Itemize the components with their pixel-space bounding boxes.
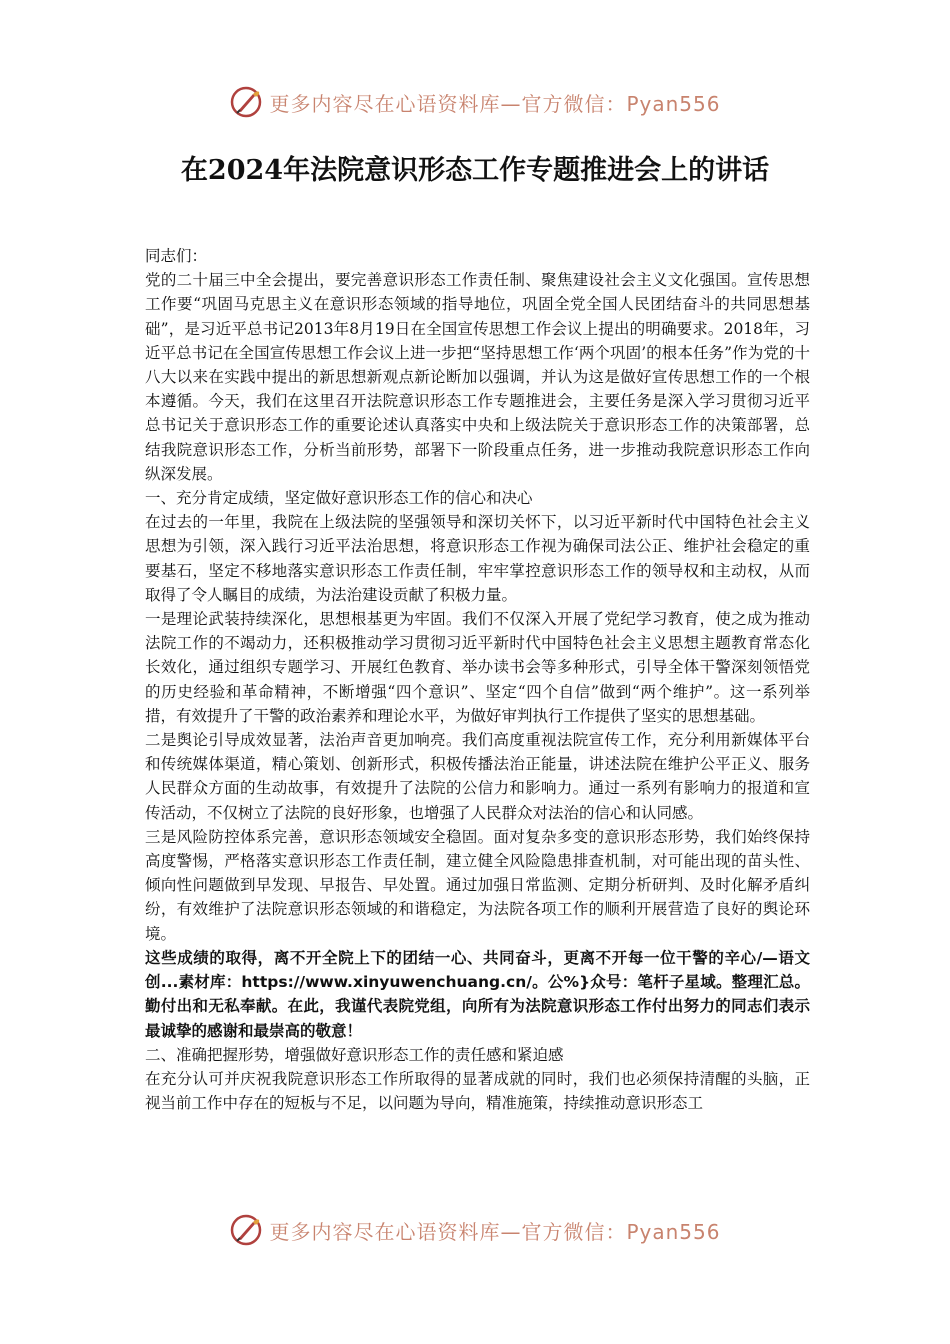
salutation: 同志们：	[145, 247, 208, 265]
intro-paragraph: 党的二十届三中全会提出，要完善意识形态工作责任制、聚焦建设社会主义文化强国。宣传思想工作要“巩固马克思主义在意识形态领域的指导地位，巩固全党全国人民团结奋斗的共同思想基础”，是习近平总书记2013年8月19日在全国宣传思想工作会议上提出的明确要求。2018年，习近平总书记在全国宣传思想工作会议上进一步把“坚持思想工作‘两个巩固’的根本任务”作为党的十八大以来在实践中提出的新思想新观点新论断加以强调，并认为这是做好宣传思想工作的一个根本遵循。今天，我们在这里召开法院意识形态工作专题推进会，主要任务是深入学习贯彻习近平总书记关于意识形态工作的重要论述认真落实中央和上级法院关于意识形态工作的决策部署，总结我院意识形态工作，分析当前形势，部署下一阶段重点任务，进一步推动我院意识形态工作向纵深发展。	[145, 271, 810, 483]
body-paragraph: 在过去的一年里，我院在上级法院的坚强领导和深切关怀下，以习近平新时代中国特色社会主义思想为引领，深入践行习近平法治思想，将意识形态工作视为确保司法公正、维护社会稳定的重要基石，坚定不移地落实意识形态工作责任制，牢牢掌控意识形态工作的领导权和主动权，从而取得了令人瞩目的成绩，为法治建设贡献了积极力量。	[145, 513, 810, 604]
page-title: 在2024年法院意识形态工作专题推进会上的讲话	[180, 155, 770, 186]
quill-logo-icon	[229, 85, 263, 119]
quill-logo-icon	[229, 1213, 263, 1247]
acknowledgement-paragraph: 这些成绩的取得，离不开全院上下的团结一心、共同奋斗，更离不开每一位干警的辛心/—语文创...素材库：https://www.xinyuwenchuang.cn/。公%}众号：笔杆子星域。整理汇总。勤付出和无私奉献。在此，我谨代表院党组，向所有为法院意识形态工作付出努力的同志们表示最诚挚的感谢和最崇高的敬意！	[145, 948, 810, 1040]
header-watermark-banner	[0, 82, 950, 122]
document-body	[145, 244, 810, 1115]
body-paragraph: 二是舆论引导成效显著，法治声音更加响亮。我们高度重视法院宣传工作，充分利用新媒体平台和传统媒体渠道，精心策划、创新形式，积极传播法治正能量，讲述法院在维护公平正义、服务人民群众方面的生动故事，有效提升了法院的公信力和影响力。通过一系列有影响力的报道和宣传活动，不仅树立了法院的良好形象，也增强了人民群众对法治的信心和认同感。	[145, 731, 810, 822]
banner-text: 更多内容尽在心语资料库—官方微信：Pyan556	[269, 1219, 721, 1244]
banner-text: 更多内容尽在心语资料库—官方微信：Pyan556	[269, 91, 721, 116]
body-paragraph: 一是理论武装持续深化，思想根基更为牢固。我们不仅深入开展了党纪学习教育，使之成为推动法院工作的不竭动力，还积极推动学习贯彻习近平新时代中国特色社会主义思想主题教育常态化长效化，通过组织专题学习、开展红色教育、举办读书会等多种形式，引导全体干警深刻领悟党的历史经验和革命精神，不断增强“四个意识”、坚定“四个自信”做到“两个维护”。这一系列举措，有效提升了干警的政治素养和理论水平，为做好审判执行工作提供了坚实的思想基础。	[145, 610, 810, 725]
body-paragraph: 在充分认可并庆祝我院意识形态工作所取得的显著成就的同时，我们也必须保持清醒的头脑，正视当前工作中存在的短板与不足，以问题为导向，精准施策，持续推动意识形态工	[145, 1069, 810, 1113]
section-heading-2: 二、准确把握形势，增强做好意识形态工作的责任感和紧迫感	[145, 1045, 564, 1064]
footer-watermark-banner	[0, 1210, 950, 1250]
section-heading-1: 一、充分肯定成绩，坚定做好意识形态工作的信心和决心	[145, 489, 533, 508]
body-paragraph: 三是风险防控体系完善，意识形态领域安全稳固。面对复杂多变的意识形态形势，我们始终保持高度警惕，严格落实意识形态工作责任制，建立健全风险隐患排查机制，对可能出现的苗头性、倾向性问题做到早发现、早报告、早处置。通过加强日常监测、定期分析研判、及时化解矛盾纠纷，有效维护了法院意识形态领域的和谐稳定，为法院各项工作的顺利开展营造了良好的舆论环境。	[145, 827, 810, 943]
